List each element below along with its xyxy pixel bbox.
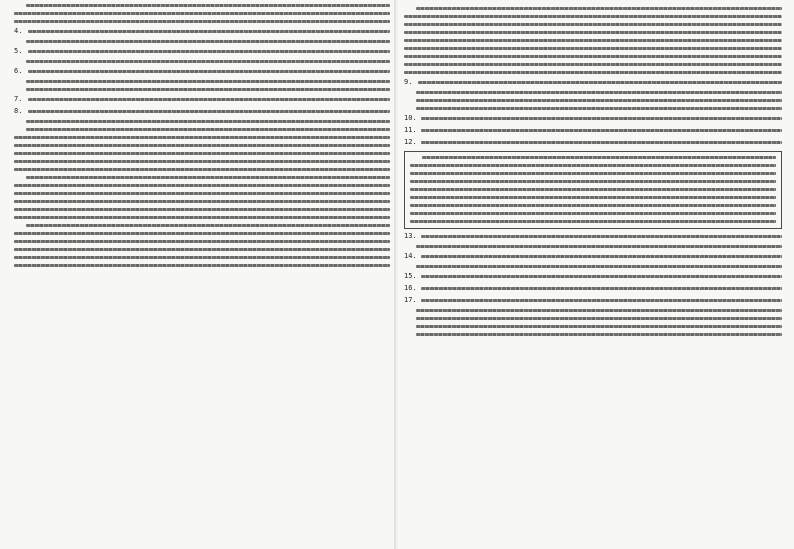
- classical-passage-box: [404, 151, 782, 229]
- material-text-line: [26, 128, 390, 131]
- right-page: [404, 4, 782, 545]
- question-number: 15.: [404, 272, 417, 280]
- question-7: [14, 96, 390, 103]
- question-text-line: [421, 129, 782, 132]
- question-8: [14, 108, 390, 115]
- material-text-line: [14, 184, 390, 187]
- question-text-line: [28, 50, 390, 53]
- passage-text-line: [410, 188, 776, 191]
- material-text-line: [404, 39, 782, 42]
- question-number: 8.: [14, 107, 23, 115]
- page-gutter: [394, 0, 398, 549]
- question-10: [404, 115, 782, 122]
- question-number: 12.: [404, 138, 417, 146]
- material-text-line: [26, 224, 390, 227]
- material-text-line: [14, 264, 390, 267]
- material-text-line: [404, 15, 782, 18]
- question-text-line: [28, 110, 390, 113]
- material-text-line: [404, 31, 782, 34]
- material-text-line: [416, 7, 782, 10]
- passage-text-line: [410, 212, 776, 215]
- question-text-line: [26, 120, 390, 123]
- question-number: 13.: [404, 232, 417, 240]
- material-text-line: [14, 152, 390, 155]
- question-4: [14, 28, 390, 35]
- question-number: 17.: [404, 296, 417, 304]
- passage-text-line: [422, 156, 776, 159]
- left-page: [14, 4, 390, 545]
- question-text-line: [421, 299, 782, 302]
- text-line: [14, 12, 390, 15]
- material-text-line: [14, 216, 390, 219]
- material-text-line: [404, 71, 782, 74]
- question-9: [404, 79, 782, 86]
- question-12: [404, 139, 782, 146]
- question-number: 5.: [14, 47, 23, 55]
- question-text-line: [418, 81, 782, 84]
- material-text-line: [404, 55, 782, 58]
- question-text-line: [421, 287, 782, 290]
- question-16: [404, 285, 782, 292]
- material-text-line: [14, 208, 390, 211]
- question-text-line: [421, 117, 782, 120]
- material-text-line: [26, 176, 390, 179]
- question-text-line: [416, 91, 782, 94]
- question-15: [404, 273, 782, 280]
- question-text-line: [26, 88, 390, 91]
- question-text-line: [28, 30, 390, 33]
- question-text-line: [416, 245, 782, 248]
- question-number: 9.: [404, 78, 413, 86]
- material-text-line: [14, 136, 390, 139]
- question-number: 7.: [14, 95, 23, 103]
- question-text-line: [26, 80, 390, 83]
- material-text-line: [14, 240, 390, 243]
- material-text-line: [14, 168, 390, 171]
- question-text-line: [26, 60, 390, 63]
- question-14: [404, 253, 782, 260]
- question-text-line: [416, 99, 782, 102]
- question-text-line: [421, 275, 782, 278]
- question-text-line: [416, 265, 782, 268]
- passage-text-line: [410, 220, 776, 223]
- material-text-line: [14, 192, 390, 195]
- question-text-line: [26, 40, 390, 43]
- question-number: 16.: [404, 284, 417, 292]
- question-number: 10.: [404, 114, 417, 122]
- question-number: 14.: [404, 252, 417, 260]
- question-text-line: [416, 309, 782, 312]
- question-text-line: [421, 255, 782, 258]
- question-13: [404, 233, 782, 240]
- material-text-line: [14, 144, 390, 147]
- material-text-line: [14, 200, 390, 203]
- passage-text-line: [410, 204, 776, 207]
- passage-text-line: [410, 196, 776, 199]
- material-text-line: [14, 232, 390, 235]
- material-text-line: [404, 63, 782, 66]
- question-number: 6.: [14, 67, 23, 75]
- question-text-line: [421, 235, 782, 238]
- text-line: [14, 20, 390, 23]
- passage-text-line: [410, 172, 776, 175]
- question-17: [404, 297, 782, 304]
- material-text-line: [14, 248, 390, 251]
- question-text-line: [28, 98, 390, 101]
- question-number: 4.: [14, 27, 23, 35]
- question-text-line: [416, 107, 782, 110]
- question-text-line: [416, 317, 782, 320]
- question-text-line: [421, 141, 782, 144]
- question-text-line: [416, 325, 782, 328]
- material-text-line: [404, 23, 782, 26]
- material-text-line: [14, 160, 390, 163]
- question-text-line: [416, 333, 782, 336]
- question-6: [14, 68, 390, 75]
- text-line: [26, 4, 390, 7]
- passage-text-line: [410, 180, 776, 183]
- passage-text-line: [410, 164, 776, 167]
- question-number: 11.: [404, 126, 417, 134]
- question-11: [404, 127, 782, 134]
- material-text-line: [14, 256, 390, 259]
- question-text-line: [28, 70, 390, 73]
- question-5: [14, 48, 390, 55]
- material-text-line: [404, 47, 782, 50]
